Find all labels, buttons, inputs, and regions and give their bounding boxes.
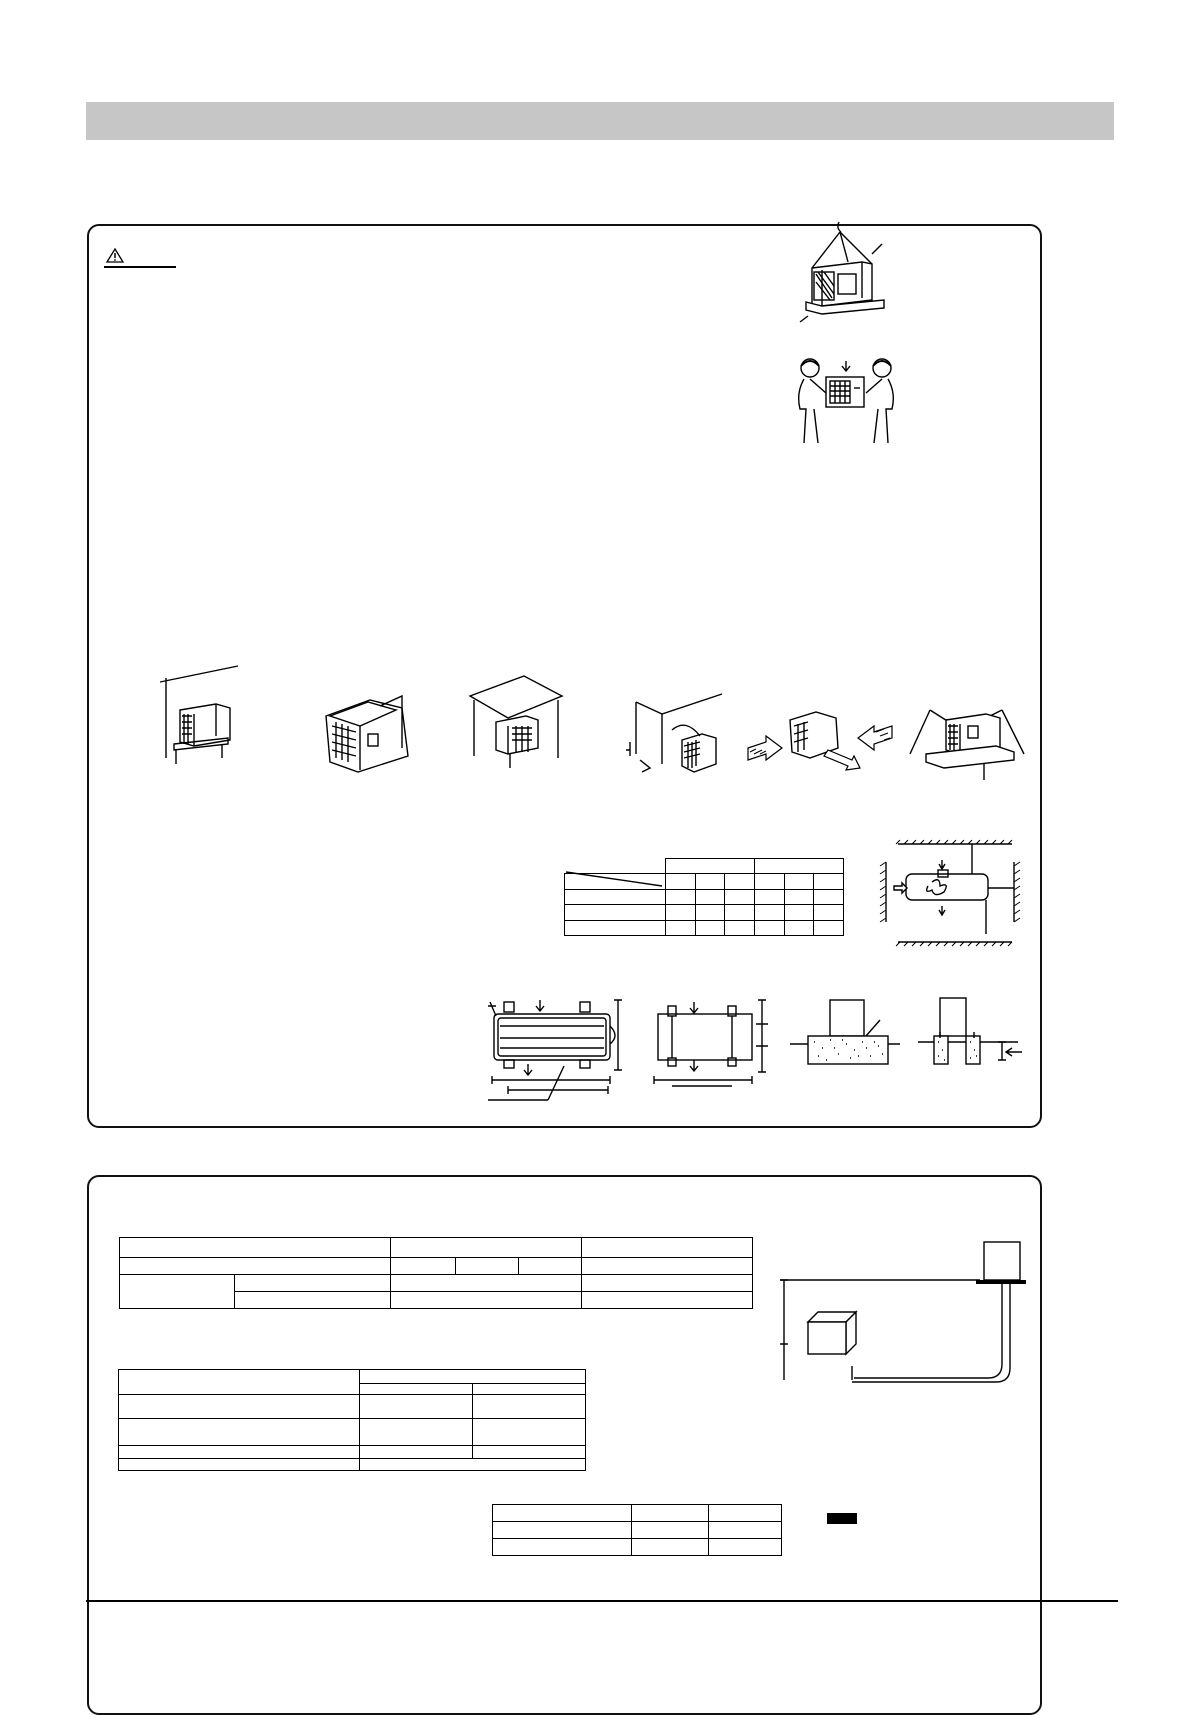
unit-block-base-drawing xyxy=(918,996,1028,1076)
section2-left-edge xyxy=(87,1560,89,1600)
unit-concrete-base-drawing xyxy=(790,996,900,1076)
unit-top-view-dimension-drawing xyxy=(488,996,628,1108)
unit-under-roof-illustration xyxy=(468,676,564,772)
footer-rule xyxy=(86,1600,1118,1602)
clearance-table xyxy=(564,858,844,936)
refrigerant-table xyxy=(118,1369,586,1471)
additional-charge-table xyxy=(492,1504,782,1556)
section2-mask xyxy=(80,1575,1050,1599)
unit-near-wall-corner-illustration xyxy=(622,694,730,780)
unit-bolt-layout-drawing xyxy=(652,996,776,1088)
section-title-bar xyxy=(86,102,1114,140)
crane-lift-unit-illustration xyxy=(800,218,890,328)
table-diagonal-line xyxy=(564,871,664,887)
unit-with-guy-wires-illustration xyxy=(906,694,1028,782)
note-badge xyxy=(827,1513,857,1524)
warning-triangle-icon xyxy=(106,248,124,263)
piping-height-diagram xyxy=(780,1240,1040,1380)
unit-on-stand-illustration xyxy=(160,670,242,765)
unit-with-side-wall-illustration xyxy=(320,686,410,766)
unit-with-wind-arrows-illustration xyxy=(746,702,896,778)
two-person-carry-illustration xyxy=(790,355,902,447)
piping-spec-table xyxy=(119,1237,753,1309)
caution-badge xyxy=(104,246,176,268)
clearance-diagram-illustration xyxy=(876,840,1026,948)
section2-right-edge xyxy=(1040,1560,1042,1600)
